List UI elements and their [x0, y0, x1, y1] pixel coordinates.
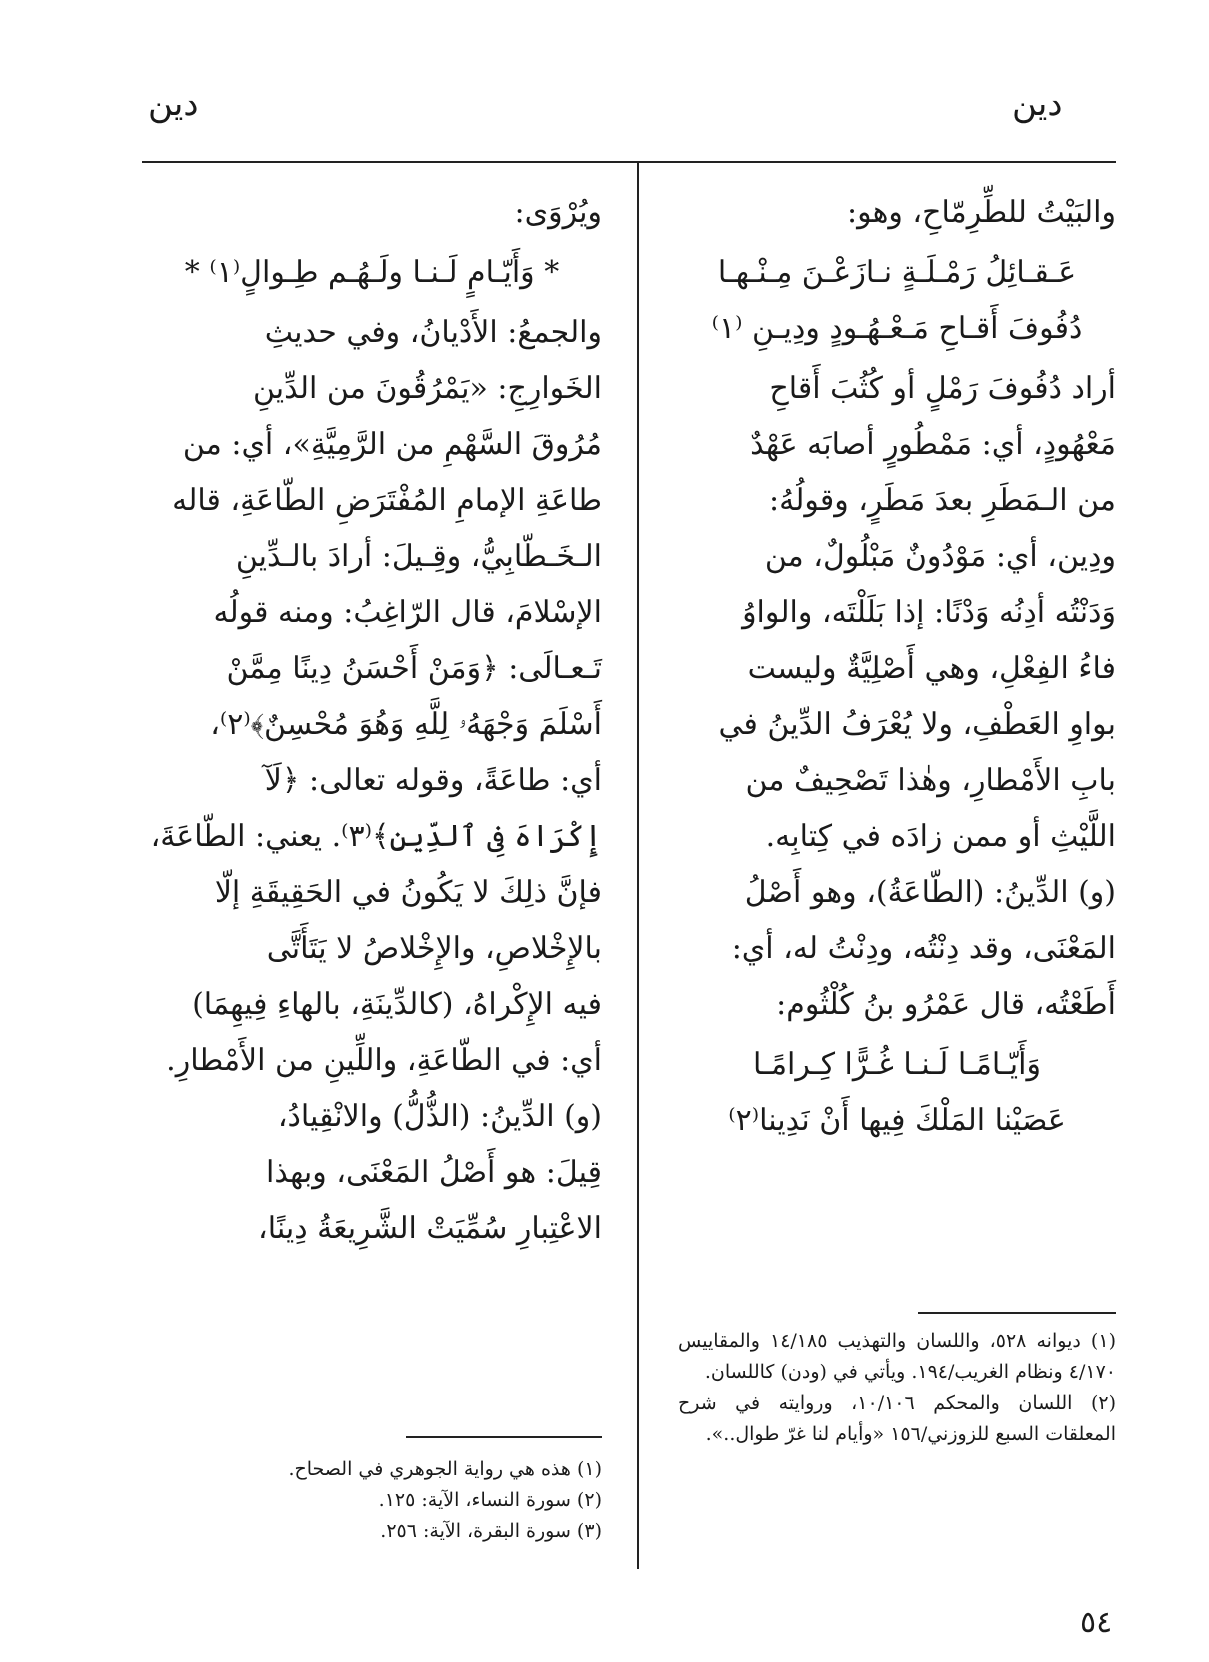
text-line: الخَوارِجِ: «يَمْرُقُونَ من الدِّينِ: [252, 371, 602, 406]
text-line: أَطَعْتُه، قال عَمْرُو بنُ كُلْثُوم:: [776, 987, 1116, 1022]
text-line: فاءُ الفِعْلِ، وهي أَصْلِيَّةٌ وليست: [747, 651, 1116, 686]
text-line: مُرُوقَ السَّهْمِ من الرَّمِيَّةِ»، أي: من: [182, 427, 602, 462]
text-line: بابِ الأَمْطارِ، وهٰذا تَصْحِيفٌ من: [745, 763, 1116, 798]
footnotes-right: [678, 1326, 1116, 1450]
text-line: فإنَّ ذلِكَ لا يَكُونُ في الحَقِيقَةِ إلّا: [214, 875, 602, 910]
text-line: الـخَـطّابِيُّ، وقِـيلَ: أرادَ بالـدِّينِ: [235, 539, 602, 574]
text-line: بالإِخْلاصِ، والإِخْلاصُ لا يَتَأَتَّى: [266, 931, 602, 966]
running-header-left: دين: [148, 84, 199, 124]
header-rule: [142, 161, 1116, 163]
footnote-rule-left: [406, 1436, 602, 1438]
text-line: وَدَنْتُه أدِنُه وَدْنًا: إذا بَلَلْتَه، والواوُ: [742, 595, 1116, 630]
text-line: فيه الإِكْراهُ، (كالدِّينَةِ، بالهاءِ فِيهِمَا): [192, 987, 602, 1022]
footnotes-left: [142, 1454, 602, 1547]
footnote: (١) ديوانه ٥٢٨، واللسان والتهذيب ١٤/١٨٥ والمقاييس ٤/١٧٠ ونظام الغريب/١٩٤. ويأتي في (ودن) كاللسان.: [678, 1330, 1116, 1383]
text-line: أي: في الطّاعَةِ، واللِّينِ من الأَمْطارِ.: [166, 1043, 602, 1078]
verse-line: وَأَيّـامًـا لَـنـا غُـرًّا كِـرامًـا: [753, 1047, 1041, 1082]
text-line: والبَيْتُ للطِّرِمّاحِ، وهو:: [846, 195, 1116, 230]
text-line: (و) الدِّينُ: (الذُّلُّ) والانْقِيادُ،: [277, 1099, 602, 1134]
text-line: الاعْتِبارِ سُمِّيَتْ الشَّرِيعَةُ دِينًا،: [258, 1211, 602, 1246]
column-separator: [637, 161, 639, 1569]
footnote: (٢) سورة النساء، الآية: ١٢٥.: [378, 1489, 602, 1511]
left-column: [142, 185, 602, 1257]
verse: [678, 245, 1116, 357]
text-line: طاعَةِ الإمامِ المُفْتَرَضِ الطّاعَةِ، قاله: [172, 483, 602, 518]
quran-line: تَـعـالَى: ﴿وَمَنْ أَحْسَنُ دِينًا مِمَّنْ: [226, 651, 602, 686]
verse-line: عَـقـائِلُ رَمْـلَـةٍ نـازَعْـنَ مِـنْـهـا: [717, 255, 1077, 290]
running-header-right: دين: [1012, 84, 1063, 124]
text-line: قِيلَ: هو أَصْلُ المَعْنَى، وبهذا: [266, 1155, 602, 1190]
verse-line: عَصَيْنا المَلْكَ فِيها أَنْ نَدِينا⁽٢⁾: [728, 1103, 1066, 1138]
footnote: (٢) اللسان والمحكم ١٠/١٠٦، وروايته في شرح المعلقات السبع للزوزني/١٥٦ «وأيام لنا غرّ طوال..».: [678, 1392, 1116, 1445]
text-line: ودِين، أي: مَوْدُونٌ مَبْلُولٌ، من: [764, 539, 1116, 574]
text-line: المَعْنَى، وقد دِنْتُه، ودِنْتُ له، أي:: [731, 931, 1116, 966]
footnote: (١) هذه هي رواية الجوهري في الصحاح.: [288, 1458, 602, 1480]
quran-line: أَسْلَمَ وَجْهَهُۥ لِلَّهِ وَهُوَ مُحْسِنٌ﴾⁽٢⁾،: [210, 707, 602, 742]
quran-line: إِكْرَاهَ فِى ٱلدِّينِ﴾⁽٣⁾. يعني: الطّاعَةَ،: [150, 819, 602, 854]
verse-line: دُفُوفَ أَقـاحِ مَـعْـهُـودٍ ودِيـنِ ⁽١⁾: [711, 311, 1083, 346]
text-line: أي: طاعَةً، وقوله تعالى: ﴿لَآ: [264, 763, 602, 798]
text-line: الإسْلامَ، قال الرّاغِبُ: ومنه قولُه: [213, 595, 602, 630]
footnote-rule-right: [918, 1312, 1116, 1314]
right-column: [678, 185, 1116, 1153]
verse: [678, 1037, 1116, 1149]
text-line: اللَّيْثِ أو ممن زادَه في كِتابِه.: [765, 819, 1116, 854]
text-line: بواوِ العَطْفِ، ولا يُعْرَفُ الدِّينُ في: [718, 707, 1116, 742]
text-line: من الـمَطَرِ بعدَ مَطَرٍ، وقولُهُ:: [769, 483, 1116, 518]
text-line: ويُرْوَى:: [514, 195, 602, 230]
page-number: ٥٤: [1080, 1605, 1113, 1640]
text-line: (و) الدِّينُ: (الطّاعَةُ)، وهو أَصْلُ: [744, 875, 1116, 910]
text-line: مَعْهُودٍ، أي: مَمْطُورٍ أصابَه عَهْدٌ: [750, 427, 1116, 462]
footnote: (٣) سورة البقرة، الآية: ٢٥٦.: [380, 1520, 602, 1542]
text-line: والجمعُ: الأَدْيانُ، وفي حديثِ: [264, 315, 602, 350]
text-line: أراد دُفُوفَ رَمْلٍ أو كُثُبَ أَقاحِ: [769, 371, 1116, 406]
verse-line: * وَأَيّـامٍ لَـنـا ولَـهُـم طِـوالٍ⁽١⁾ *: [184, 255, 560, 290]
